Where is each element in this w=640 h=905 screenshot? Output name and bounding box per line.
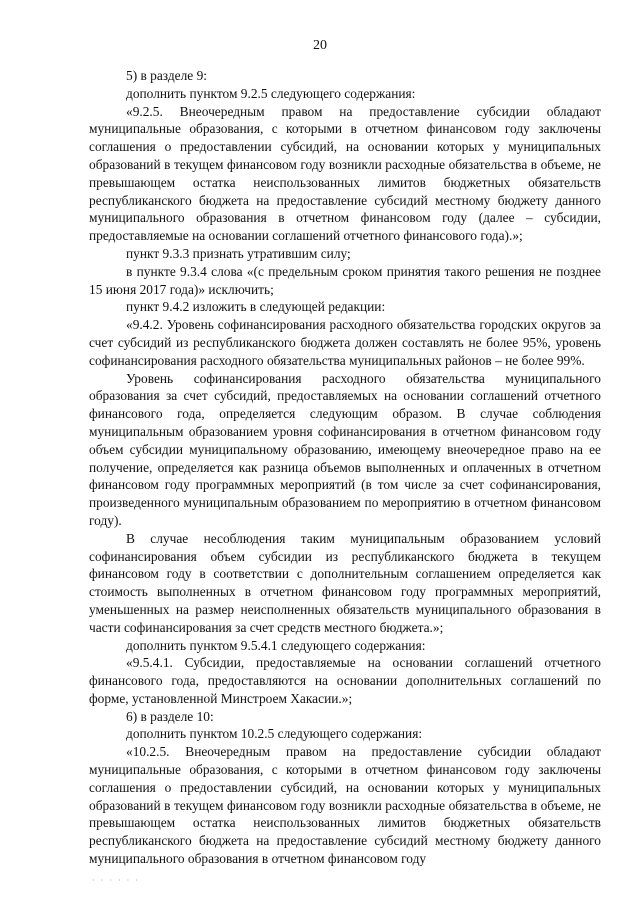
paragraph-cofinancing-level: Уровень софинансирования расходного обязательства муниципального образования за счет субсидий, предоставляемых на основании соглашений отчетного финансового года, определяется следующим образом. В случае соблюдения муниципальным образованием уровня софинансирования в отчетном финансовом году объем субсидии муниципальному образованию, имеющему внеочередное право на ее получение, определяется как разница объемов выполненных и оплаченных в отчетном финансовом году программных мероприятий (в том числе за счет софинансирования, произведенного муниципальным образованием по мероприятию в отчетном финансовом году). bbox=[89, 370, 601, 528]
paragraph-section-9-heading: 5) в разделе 9: bbox=[126, 68, 208, 83]
paragraph-add-9-2-5: дополнить пунктом 9.2.5 следующего содержания: bbox=[126, 85, 416, 101]
paragraph-add-10-2-5: дополнить пунктом 10.2.5 следующего содержания: bbox=[126, 726, 423, 742]
paragraph-9-5-4-1-text: «9.5.4.1. Субсидии, предоставляемые на основании соглашений отчетного финансового года, предоставляются на основании дополнительных соглашений по форме, установленной Минстроем Хакасии.»; bbox=[89, 655, 601, 706]
document-body bbox=[89, 67, 601, 868]
scan-footer-mark: · · · · · · bbox=[92, 876, 140, 885]
paragraph-9-4-2-text: «9.4.2. Уровень софинансирования расходного обязательства городских округов за счет субсидий из республиканского бюджета должен составлять не более 95%, уровень софинансирования расходного обязательства муниципальных районов – не более 99%. bbox=[89, 317, 601, 368]
paragraph-9-3-3: пункт 9.3.3 признать утратившим силу; bbox=[126, 245, 351, 261]
paragraph-9-3-4: в пункте 9.3.4 слова «(с предельным сроком принятия такого решения не позднее 15 июня 2017 года)» исключить; bbox=[89, 263, 601, 297]
paragraph-noncompliance: В случае несоблюдения таким муниципальным образованием условий софинансирования объем субсидии из республиканского бюджета в текущем финансовом году в соответствии с дополнительным соглашением определяется как стоимость выполненных в отчетном финансовом году программных мероприятий, уменьшенных на размер неисполненных обязательств муниципального образования в части софинансирования за счет средств местного бюджета.»; bbox=[89, 530, 601, 635]
paragraph-section-10-heading: 6) в разделе 10: bbox=[126, 708, 214, 724]
paragraph-add-9-5-4-1: дополнить пунктом 9.5.4.1 следующего содержания: bbox=[126, 637, 426, 653]
paragraph-10-2-5-text: «10.2.5. Внеочередным правом на предоставление субсидии обладают муниципальные образования, с которыми в отчетном финансовом году заключены соглашения о предоставлении субсидий, на основании которых у муниципальных образований в текущем финансовом году возникли расходные обязательства в объеме, не превышающем остатка неиспользованных лимитов бюджетных обязательств республиканского бюджета на предоставление субсидий местному бюджету данного муниципального образования в отчетном финансовом году bbox=[89, 744, 601, 867]
paragraph-9-4-2-intro: пункт 9.4.2 изложить в следующей редакции: bbox=[126, 299, 386, 315]
paragraph-9-2-5-text: «9.2.5. Внеочередным правом на предоставление субсидии обладают муниципальные образования, с которыми в отчетном финансовом году заключены соглашения о предоставлении субсидий, на основании которых у муниципальных образований в текущем финансовом году возникли расходные обязательства в объеме, не превышающем остатка неиспользованных лимитов бюджетных обязательств республиканского бюджета на предоставление субсидий местному бюджету данного муниципального образования в отчетном финансовом году (далее – субсидии, предоставляемые на основании соглашений отчетного финансового года).»; bbox=[89, 103, 601, 244]
page-number: 20 bbox=[313, 38, 327, 53]
